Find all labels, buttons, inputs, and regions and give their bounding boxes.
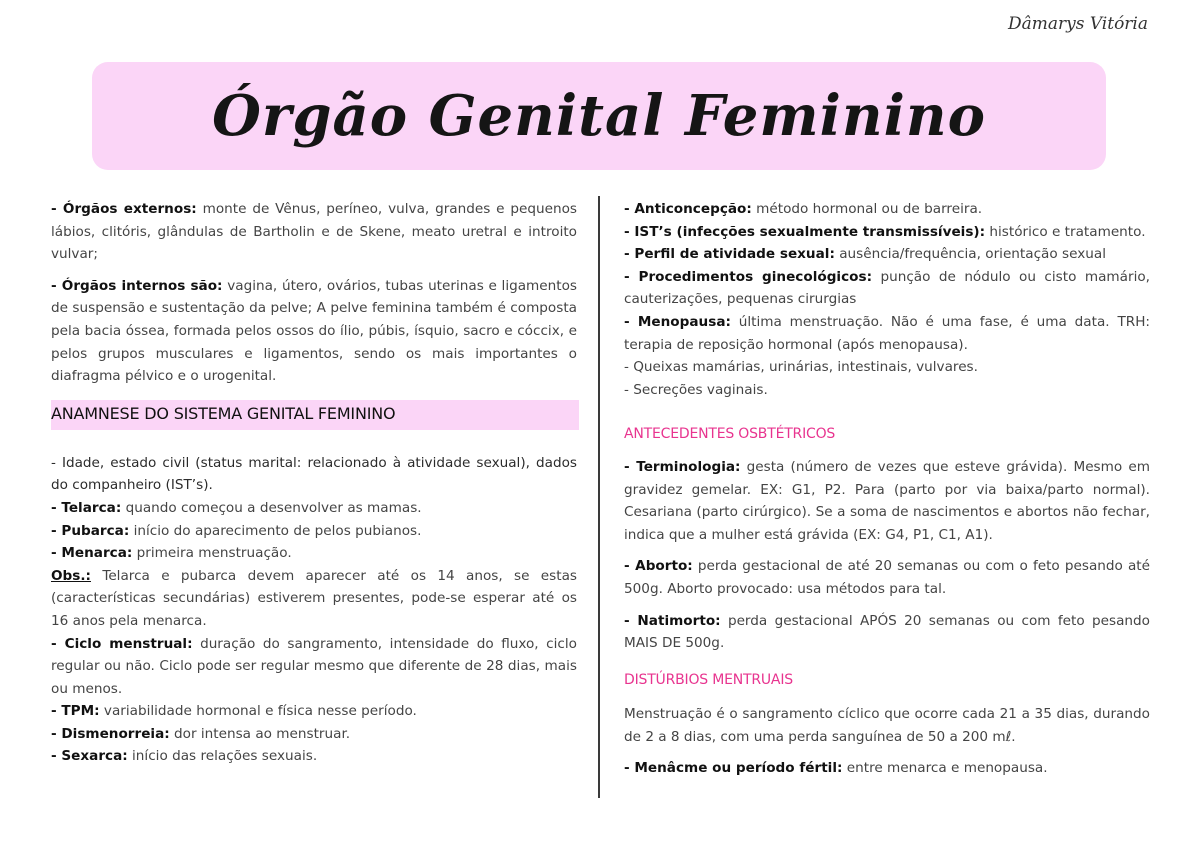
author-name: Dâmarys Vitória (1007, 14, 1148, 34)
pubarca-text: início do aparecimento de pelos pubianos. (129, 522, 422, 539)
anticoncepcao-text: método hormonal ou de barreira. (751, 201, 983, 217)
tpm-label: - TPM: (51, 703, 100, 720)
perfil-label: - Perfil de atividade sexual: (624, 246, 835, 263)
column-divider (598, 196, 600, 798)
title-banner (92, 62, 1106, 170)
page-title: Órgão Genital Feminino (212, 83, 986, 149)
sexarca-item (51, 745, 577, 768)
menarca-text: primeira menstruação. (132, 545, 292, 562)
natimorto-label: - Natimorto: (624, 612, 721, 629)
menacme-label: - Menâcme ou período fértil: (624, 760, 843, 777)
queixas-item: - Queixas mamárias, urinárias, intestinais, vulvares. (624, 359, 978, 376)
section-heading-antecedentes: ANTECEDENTES OSBTÉTRICOS (624, 426, 836, 443)
tpm-item (51, 700, 577, 723)
terminologia-text: gesta (número de vezes que esteve grávida). Mesmo em gravidez gemelar. EX: G1, P2. Para (parto por via baixa/parto normal). Cesariana (parto cirúrgico). Se a soma de nascimentos e abortos não fechar, indica que a mulher está grávida (EX: G4, P1, C1, A1). (624, 458, 1150, 543)
externos-text: monte de Vênus, períneo, vulva, grandes e pequenos lábios, clitóris, glândulas de Bartholin e de Skene, meato uretral e introito vulvar; (51, 201, 578, 263)
aborto-label: - Aborto: (624, 558, 693, 575)
tpm-text: variabilidade hormonal e física nesse período. (99, 703, 417, 720)
obs-item (51, 565, 577, 633)
aborto-text: perda gestacional de até 20 semanas ou com o feto pesando até 500g. Aborto provocado: usa métodos para tal. (624, 558, 1150, 597)
perfil-item (624, 243, 1150, 266)
procedimentos-item (624, 266, 1150, 311)
menopausa-label: - Menopausa: (624, 313, 731, 330)
externos-label: - Órgãos externos: (51, 201, 197, 217)
menopausa-text: última menstruação. Não é uma fase, é uma data. TRH: terapia de reposição hormonal (após menopausa). (624, 313, 1150, 353)
right-column (624, 198, 1150, 780)
secrecoes-item: - Secreções vaginais. (624, 381, 768, 398)
internos-paragraph (51, 275, 577, 388)
left-column (51, 198, 577, 768)
natimorto-text: perda gestacional APÓS 20 semanas ou com feto pesando MAIS DE 500g. (624, 612, 1150, 652)
natimorto-item (624, 610, 1150, 655)
externos-paragraph (51, 198, 577, 266)
internos-text: vagina, útero, ovários, tubas uterinas e ligamentos de suspensão e sustentação da pelve; A pelve feminina também é composta pela bacia óssea, formada pelos ossos do ílio, púbis, ísquio, sacro e cóccix, e pelos grupos musculares e ligamentos, sendo os mais importantes o diafragma pélvico e o urogenital. (51, 277, 578, 385)
telarca-text: quando começou a desenvolver as mamas. (121, 499, 422, 516)
menacme-text: entre menarca e menopausa. (842, 760, 1048, 777)
procedimentos-label: - Procedimentos ginecológicos: (624, 268, 873, 285)
ciclo-text: duração do sangramento, intensidade do fluxo, ciclo regular ou não. Ciclo pode ser regular mesmo que diferente de 28 dias, mais ou menos. (51, 635, 577, 697)
terminologia-label: - Terminologia: (624, 458, 741, 475)
ists-label: - IST’s (infecções sexualmente transmissíveis): (624, 223, 986, 240)
menopausa-item (624, 311, 1150, 356)
ists-text: histórico e tratamento. (985, 223, 1146, 240)
pubarca-item (51, 520, 577, 543)
ciclo-label: - Ciclo menstrual: (51, 635, 193, 652)
telarca-label: - Telarca: (51, 499, 122, 516)
procedimentos-text: punção de nódulo ou cisto mamário, cauterizações, pequenas cirurgias (624, 268, 1150, 308)
obs-label: Obs.: (51, 567, 91, 584)
menacme-item (624, 757, 1150, 780)
menarca-label: - Menarca: (51, 545, 133, 562)
section-heading-anamnese: ANAMNESE DO SISTEMA GENITAL FEMININO (51, 400, 579, 430)
terminologia-item (624, 456, 1150, 546)
aborto-item (624, 555, 1150, 600)
perfil-text: ausência/frequência, orientação sexual (834, 246, 1107, 263)
idade-item: - Idade, estado civil (status marital: relacionado à atividade sexual), dados do companheiro (IST’s). (51, 454, 577, 494)
pubarca-label: - Pubarca: (51, 522, 130, 539)
section-heading-disturbios: DISTÚRBIOS MENTRUAIS (624, 671, 793, 688)
dismenorreia-item (51, 723, 577, 746)
sexarca-label: - Sexarca: (51, 748, 128, 765)
sexarca-text: início das relações sexuais. (127, 748, 318, 765)
ists-item (624, 221, 1150, 244)
anticoncepcao-label: - Anticoncepção: (624, 201, 752, 217)
obs-text: Telarca e pubarca devem aparecer até os 14 anos, se estas (características secundárias) estiverem presentes, pode-se esperar até os 16 anos pela menarca. (51, 567, 577, 629)
ciclo-item (51, 633, 577, 701)
menstruacao-paragraph: Menstruação é o sangramento cíclico que ocorre cada 21 a 35 dias, durando de 2 a 8 dias, com uma perda sanguínea de 50 a 200 mℓ. (624, 706, 1150, 745)
anticoncepcao-item (624, 198, 1150, 221)
telarca-item (51, 497, 577, 520)
dismenorreia-text: dor intensa ao menstruar. (169, 725, 351, 742)
internos-label: - Órgãos internos são: (51, 277, 223, 294)
menarca-item (51, 542, 577, 565)
dismenorreia-label: - Dismenorreia: (51, 725, 170, 742)
